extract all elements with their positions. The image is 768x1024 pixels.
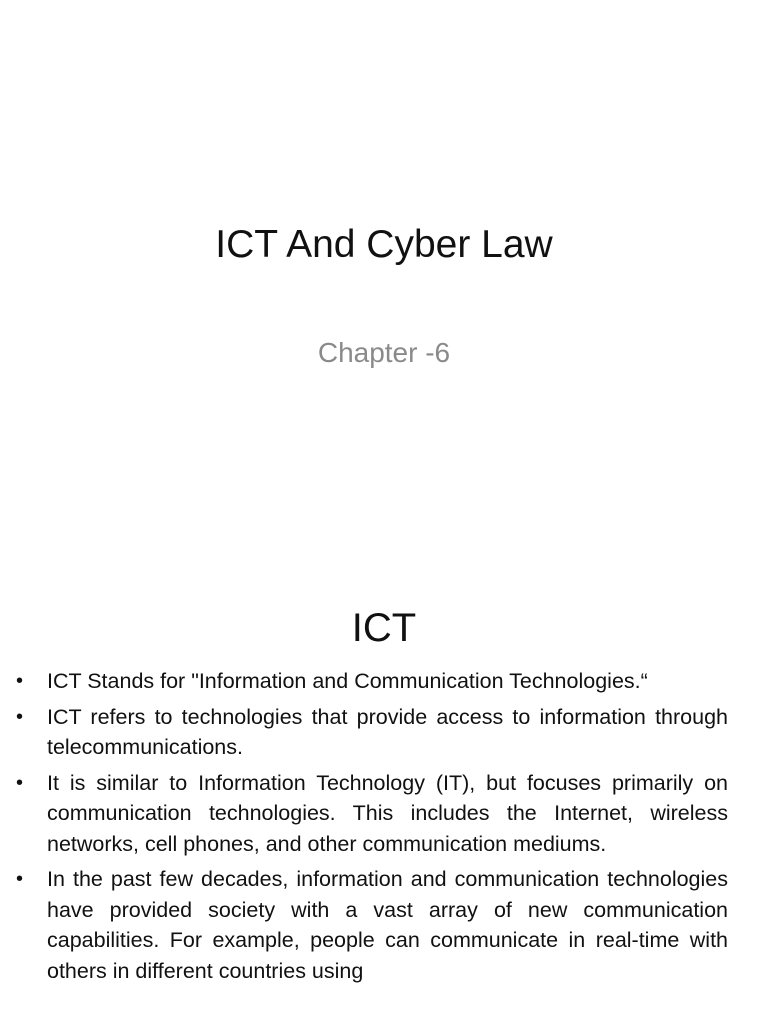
bullet-item: [0, 702, 768, 763]
presentation-title: ICT And Cyber Law: [215, 223, 553, 266]
bullet-marker: •: [16, 771, 24, 794]
bullet-marker: •: [16, 670, 24, 692]
bullet-item: [0, 666, 768, 697]
bullet-list: [0, 666, 768, 991]
slide-heading: ICT: [351, 606, 417, 650]
slide-ict: [0, 576, 768, 1024]
bullet-text: ICT Stands for "Information and Communication Technologies.“: [47, 669, 648, 693]
bullet-text: In the past few decades, information and communication technologies have provided society with a vast array of new communication capabilities. For example, people can communicate in real-time with others in different countries using: [47, 867, 728, 983]
bullet-item: [0, 864, 768, 986]
bullet-text: It is similar to Information Technology (IT), but focuses primarily on communication technologies. This includes the Internet, wireless networks, cell phones, and other communication mediums.: [47, 770, 728, 856]
bullet-text: ICT refers to technologies that provide access to information through telecommunications.: [47, 704, 728, 759]
bullet-marker: •: [16, 868, 24, 890]
chapter-subtitle: Chapter -6: [317, 337, 451, 368]
bullet-item: [0, 768, 768, 860]
bullet-marker: •: [16, 705, 24, 728]
